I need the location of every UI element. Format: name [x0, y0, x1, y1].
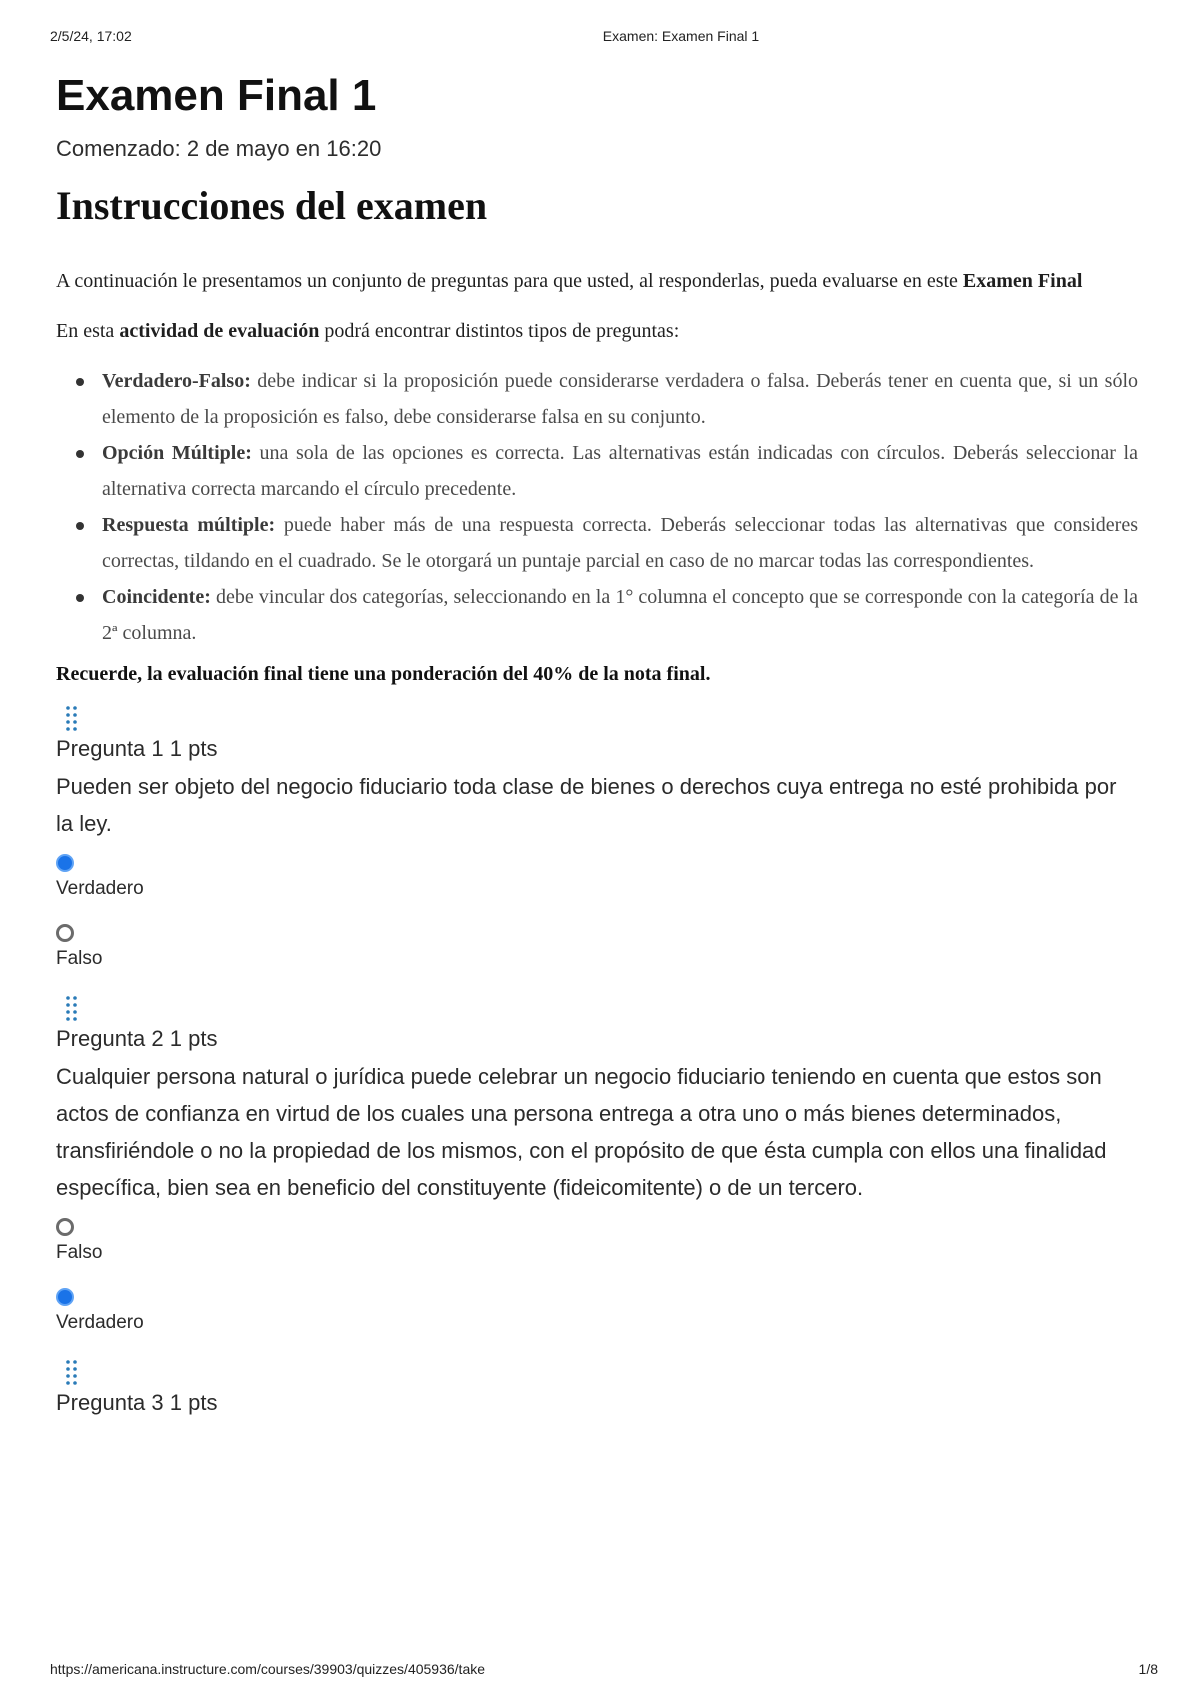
answer-label[interactable]: Falso — [56, 1242, 103, 1264]
instructions-activity-post: podrá encontrar distintos tipos de preguntas: — [319, 320, 680, 343]
question-types-list — [56, 363, 1138, 651]
instructions-activity-pre: En esta — [56, 320, 120, 343]
answer-option-verdadero[interactable] — [56, 854, 1138, 900]
drag-handle-icon[interactable] — [60, 1358, 84, 1386]
radio-selected-icon[interactable] — [56, 854, 74, 872]
question-type-label: Coincidente: — [102, 586, 211, 609]
answer-label[interactable]: Verdadero — [56, 1312, 144, 1334]
question-type-label: Respuesta múltiple: — [102, 514, 276, 537]
question-text: Cualquier persona natural o jurídica puede celebrar un negocio fiduciario teniendo en cuenta que estos son actos de confianza en virtud de los cuales una persona entrega a otra uno o más bienes determinados, transfiriéndole o no la propiedad de los mismos, con el propósito de que ésta cumpla con ellos una finalidad específica, bien sea en beneficio del constituyente (fideicomitente) o de un tercero. — [56, 1064, 1107, 1201]
answer-label[interactable]: Verdadero — [56, 878, 144, 900]
quiz-page — [56, 70, 1138, 1422]
instructions-intro-bold: Examen Final — [962, 270, 1083, 293]
drag-handle-icon[interactable] — [60, 994, 84, 1022]
instructions-heading: Instrucciones del examen — [56, 183, 488, 229]
answer-option-falso[interactable] — [56, 1218, 1138, 1264]
bullet-icon — [76, 522, 84, 530]
print-footer-page: 1/8 — [1138, 1661, 1158, 1677]
question-header: Pregunta 2 1 pts — [56, 1026, 218, 1052]
instructions-intro — [56, 263, 1138, 299]
question-type-description: debe indicar si la proposición puede considerarse verdadera o falsa. Deberás tener en cuenta que, si un sólo elemento de la proposición es falso, debe considerarse falsa en su conjunto. — [102, 370, 1138, 429]
instructions-reminder: Recuerde, la evaluación final tiene una ponderación del 40% de la nota final. — [56, 663, 711, 686]
question-text: Pueden ser objeto del negocio fiduciario toda clase de bienes o derechos cuya entrega no esté prohibida por la ley. — [56, 774, 1117, 837]
question-type-description: una sola de las opciones es correcta. Las alternativas están indicadas con círculos. Deberás seleccionar la alternativa correcta marcando el círculo precedente. — [102, 442, 1138, 501]
bullet-icon — [76, 594, 84, 602]
question-3 — [56, 1358, 1138, 1416]
answer-option-verdadero[interactable] — [56, 1288, 1138, 1334]
question-type-item — [56, 435, 1138, 507]
instructions-intro-text: A continuación le presentamos un conjunto de preguntas para que usted, al responderlas, pueda evaluarse en este — [56, 270, 963, 293]
question-2 — [56, 994, 1138, 1334]
print-header-datetime: 2/5/24, 17:02 — [50, 28, 132, 44]
radio-unselected-icon[interactable] — [56, 924, 74, 942]
question-1 — [56, 704, 1138, 970]
question-type-description: debe vincular dos categorías, seleccionando en la 1° columna el concepto que se corresponde con la categoría de la 2ª columna. — [102, 586, 1138, 645]
instructions-activity — [56, 313, 1138, 349]
answer-option-falso[interactable] — [56, 924, 1138, 970]
question-header: Pregunta 1 1 pts — [56, 736, 218, 762]
question-header: Pregunta 3 1 pts — [56, 1390, 218, 1416]
print-footer-url: https://americana.instructure.com/courses/39903/quizzes/405936/take — [50, 1661, 486, 1677]
radio-selected-icon[interactable] — [56, 1288, 74, 1306]
bullet-icon — [76, 378, 84, 386]
question-type-description: puede haber más de una respuesta correcta. Deberás seleccionar todas las alternativas que consideres correctas, tildando en el cuadrado. Se le otorgará un puntaje parcial en caso de no marcar todas las correspondientes. — [102, 514, 1138, 573]
answer-label[interactable]: Falso — [56, 948, 103, 970]
question-type-item — [56, 363, 1138, 435]
quiz-title: Examen Final 1 — [56, 71, 377, 120]
radio-unselected-icon[interactable] — [56, 1218, 74, 1236]
question-type-item — [56, 507, 1138, 579]
question-type-item — [56, 579, 1138, 651]
instructions-activity-bold: actividad de evaluación — [119, 320, 320, 343]
drag-handle-icon[interactable] — [60, 704, 84, 732]
question-type-label: Opción Múltiple: — [102, 442, 252, 465]
print-header-title: Examen: Examen Final 1 — [602, 28, 760, 44]
quiz-started-at: Comenzado: 2 de mayo en 16:20 — [56, 136, 382, 162]
question-type-label: Verdadero-Falso: — [102, 370, 251, 393]
bullet-icon — [76, 450, 84, 458]
